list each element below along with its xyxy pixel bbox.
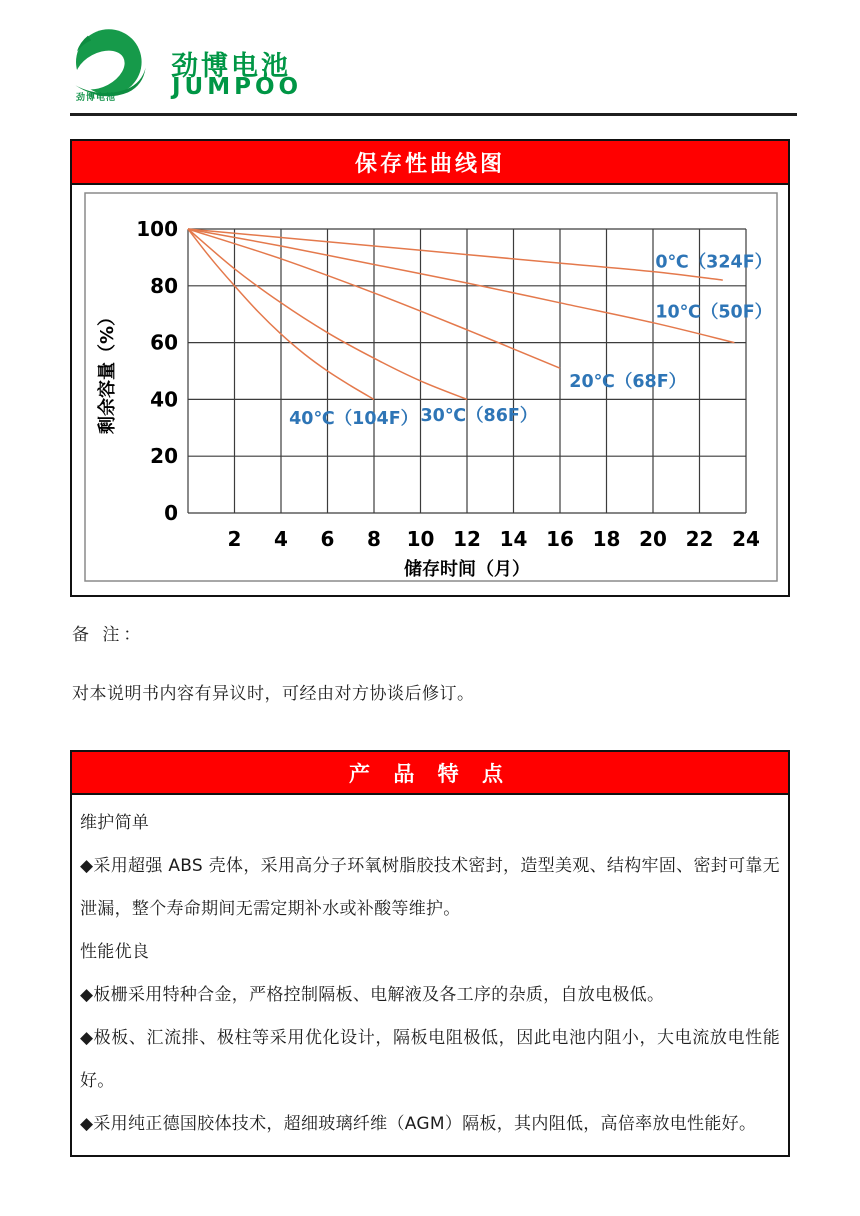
storage-chart-section [70,139,790,597]
features-section [70,750,790,1157]
x-tick-label: 2 [227,527,242,551]
features-title: 产 品 特 点 [349,761,511,786]
y-tick-label: 40 [150,387,178,412]
feature-subheading: 性能优良 [80,942,150,962]
features-header [72,752,788,795]
x-axis-title: 储存时间（月） [404,559,530,580]
x-tick-label: 22 [685,527,714,551]
brand-name-cn: 劲博电池 [171,51,291,82]
y-tick-label: 100 [136,217,178,241]
x-tick-label: 16 [546,527,574,551]
notes-body: 对本说明书内容有异议时，可经由对方协谈后修订。 [72,684,475,704]
x-tick-label: 4 [274,527,288,551]
brand-name-en: JUMPOO [172,74,303,100]
notes-label: 备 注： [72,625,145,645]
y-axis-title: 剩余容量（%） [97,307,118,435]
x-tick-label: 18 [592,527,621,551]
feature-subheading: 维护简单 [80,813,150,833]
curve-label: 0℃（324F） [655,252,773,273]
x-tick-label: 12 [453,527,481,551]
curve-label: 20℃（68F） [569,371,687,392]
curve-label: 10℃（50F） [655,302,773,323]
feature-bullet: ◆采用超强 ABS 壳体，采用高分子环氧树脂胶技术密封，造型美观、结构牢固、密封可靠无泄漏，整个寿命期间无需定期补水或补酸等维护。 [80,856,780,919]
brand-header [64,22,484,110]
features-list [72,795,788,1155]
storage-chart-svg [72,185,788,595]
curve-label: 40℃（104F） [289,408,419,429]
storage-chart-header [72,141,788,185]
y-tick-label: 0 [164,501,178,525]
storage-chart-title: 保存性曲线图 [354,151,505,177]
notes-section [72,620,788,704]
x-tick-label: 8 [367,527,381,551]
y-tick-label: 80 [150,273,178,298]
header-divider [70,113,797,116]
curve-label: 30℃（86F） [420,406,538,427]
y-tick-label: 60 [150,330,178,355]
x-tick-label: 10 [406,527,435,551]
feature-bullet: ◆极板、汇流排、极柱等采用优化设计，隔板电阻极低，因此电池内阻小，大电流放电性能好。 [80,1028,780,1091]
logo-caption: 劲博电池 [76,93,117,103]
y-tick-label: 20 [150,444,178,469]
x-tick-label: 14 [499,527,528,551]
x-tick-label: 24 [732,527,760,551]
feature-bullet: ◆采用纯正德国胶体技术，超细玻璃纤维（AGM）隔板，其内阻低，高倍率放电性能好。 [80,1114,757,1134]
x-tick-label: 6 [320,527,335,551]
x-tick-label: 20 [639,527,667,551]
feature-bullet: ◆板栅采用特种合金，严格控制隔板、电解液及各工序的杂质，自放电极低。 [80,985,665,1005]
